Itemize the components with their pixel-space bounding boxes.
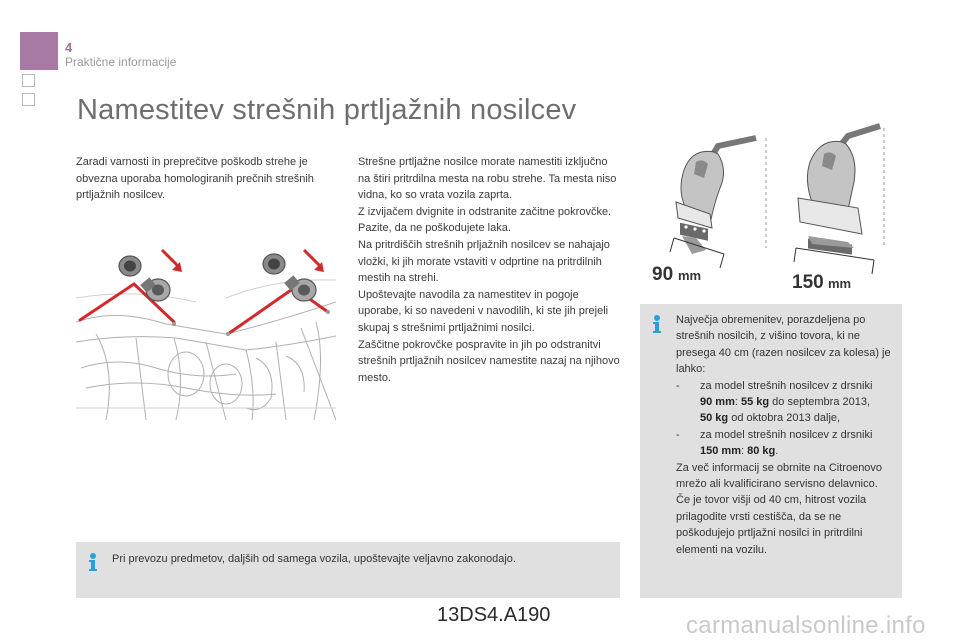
rack-size-150: 150 mm [700,445,741,458]
rack-size-90: 90 mm [700,396,735,409]
max-load-80kg: 80 kg [747,445,776,458]
car-roof-fixing-illustration [76,238,336,420]
instruction-paragraph: Upoštevajte navodila za namestitev in pogoje uporabe, ki so navedeni v navodilih, ki ste jih prejeli skupaj s strešnimi prtljažnimi nosilci. [358,288,609,334]
instruction-paragraph: Zaščitne pokrovčke pospravite in jih po odstranitvi strešnih prtljažnih nosilcev namestite nazaj na njihovo mesto. [358,338,620,384]
rack-90-unit: mm [678,268,702,283]
until-date: do septembra 2013, [769,396,871,409]
max-load-50kg: 50 kg [700,412,729,425]
load-item-90mm-values [676,394,898,410]
load-info-panel [640,304,902,598]
load-item-text: za model strešnih nosilcev z drsniki [700,379,873,392]
separator: : [740,445,748,458]
chapter-number: 4 [65,40,73,55]
page-title: Namestitev strešnih prtljažnih nosilcev [77,94,577,126]
speed-note-text: Če je tovor višji od 40 cm, hitrost vozila prilagodite vrsti cestišča, da se ne poškodujejo prtljažni nosilci in pritrdilni elementi na vozilu. [676,494,867,556]
watermark: carmanualsonline.info [686,612,926,639]
load-item-150mm-values [676,443,898,459]
load-item-150mm [676,427,898,443]
chapter-color-block [20,32,58,70]
max-load-55kg: 55 kg [740,396,770,409]
load-item-90mm-values-2 [676,410,898,426]
separator: : [734,396,741,409]
rack-150-label: 150 [792,272,824,293]
load-item-90mm [676,378,898,394]
list-dash: - [676,379,680,392]
rack-90-label: 90 [652,264,674,285]
list-dash: - [676,428,680,441]
legislation-note-panel [76,542,620,598]
chapter-marker-box [22,74,35,87]
instruction-paragraph: Na pritrdiščih strešnih prljažnih nosilcev se nahajajo vložki, ki jih morate vstaviti v odprtine na pritrdilnih mestih na strehi. [358,238,610,285]
load-info-text [676,312,898,558]
instruction-paragraph: Z izvijačem dvignite in odstranite začitne pokrovčke. Pazite, da ne poškodujete laka. [358,205,612,235]
period: . [775,445,779,458]
roof-rack-foot-illustration [648,108,898,294]
intro-text: Zaradi varnosti in preprečitve poškodb strehe je obvezna uporaba homologiranih prečnih strešnih prtljažnih nosilcev. [76,156,314,202]
instruction-paragraph: Strešne prtljažne nosilce morate namestiti izključno na štiri pritrdilna mesta na robu strehe. Ta mesta niso vidna, ko so vrata vozila zaprta. [358,156,617,202]
info-icon [649,314,665,334]
info-icon [85,552,101,572]
installation-instructions [358,154,620,386]
rack-150-unit: mm [828,276,852,291]
chapter-title: Praktične informacije [65,55,177,69]
more-info-text: Za več informacij se obrnite na Citroenovo mrežo ali kvalificirano servisno delavnico. [676,461,883,491]
legislation-note-text: Pri prevozu predmetov, daljših od samega vozila, upoštevajte veljavno zakonodajo. [112,553,516,565]
chapter-marker-box [22,93,35,106]
load-info-intro: Največja obremenitev, porazdeljena po strešnih nosilcih, z višino tovora, ki ne presega 40 cm (razen nosilcev za kolesa) je lahko: [676,314,891,376]
from-date: od oktobra 2013 dalje, [728,412,841,425]
document-code: 13DS4.A190 [437,604,551,626]
load-item-text: za model strešnih nosilcev z drsniki [700,428,873,441]
